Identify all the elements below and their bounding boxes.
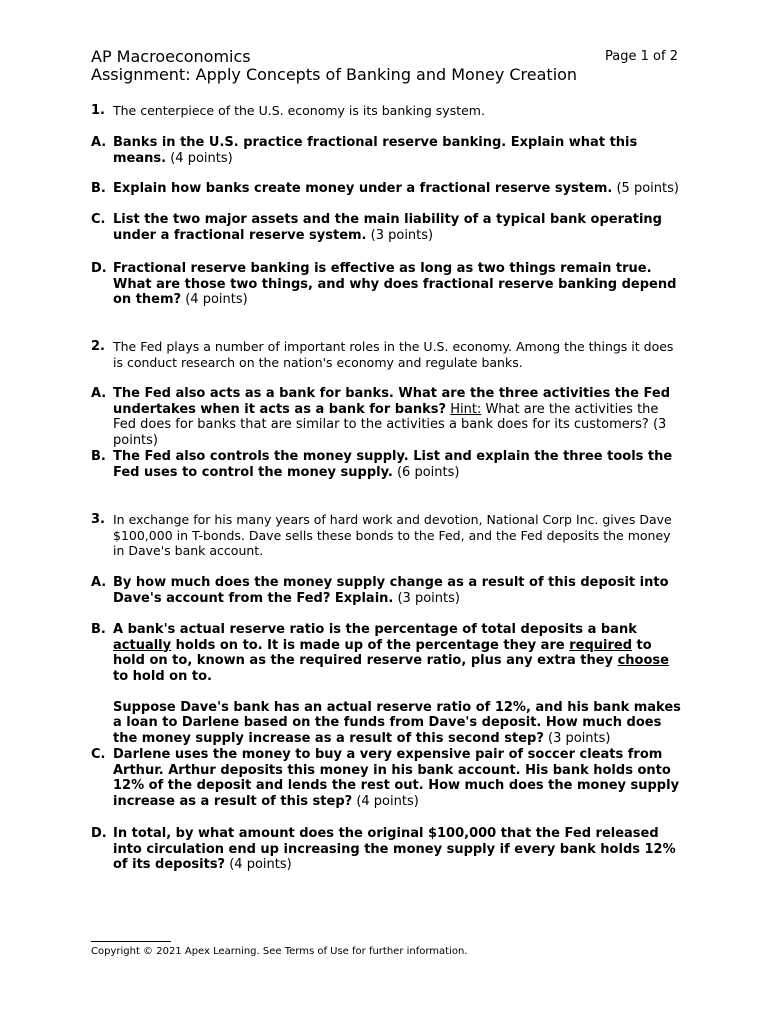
course-title: AP Macroeconomics	[91, 47, 251, 66]
underlined-required: required	[569, 637, 632, 653]
points-label: (4 points)	[356, 793, 419, 809]
underlined-actually: actually	[113, 637, 172, 653]
question-1-intro	[91, 103, 681, 119]
points-label: (4 points)	[229, 857, 292, 872]
question-text: In exchange for his many years of hard work and devotion, National Corp Inc. gives Dave $100,000 in T-bonds. Dave sells these bonds to the Fed, and the Fed deposits the money in Dave's bank account.	[113, 512, 672, 558]
question-number: 2.	[91, 339, 105, 354]
assignment-title: Assignment: Apply Concepts of Banking and Money Creation	[91, 65, 578, 84]
part-marker: B.	[91, 181, 106, 196]
page-number: Page 1 of 2	[605, 49, 678, 64]
part-marker: A.	[91, 135, 107, 150]
question-1d	[91, 261, 681, 308]
hint-text: What are the activities the Fed does for banks that are similar to the activities a bank does for its customers?	[113, 401, 659, 432]
copyright-footer: Copyright © 2021 Apex Learning. See Terms of Use for further information.	[91, 946, 468, 957]
question-3a	[91, 575, 681, 606]
question-number: 1.	[91, 103, 105, 118]
part-text: Banks in the U.S. practice fractional reserve banking. Explain what this means.	[113, 135, 638, 166]
points-label: (3 points)	[370, 227, 434, 243]
part-marker: B.	[91, 449, 106, 464]
points-label: (5 points)	[616, 181, 679, 196]
footer-divider	[91, 941, 171, 942]
question-1b	[91, 181, 681, 197]
question-2-intro	[91, 339, 681, 370]
part-text: In total, by what amount does the original $100,000 that the Fed released into circulation end up increasing the money supply if every bank holds 12% of its deposits?	[113, 826, 676, 872]
question-2a	[91, 386, 681, 448]
question-text: The centerpiece of the U.S. economy is its banking system.	[113, 103, 485, 118]
part-text: The Fed also controls the money supply. List and explain the three tools the Fed uses to control the money supply.	[113, 449, 673, 480]
part-marker: C.	[91, 212, 106, 227]
points-label: (3 points)	[548, 730, 611, 746]
part-marker: A.	[91, 575, 107, 590]
part-text: Suppose Dave's bank has an actual reserve ratio of 12%, and his bank makes a loan to Darlene based on the funds from Dave's deposit. How much does the money supply increase as a result of this second step?	[113, 699, 681, 746]
part-text: Fractional reserve banking is effective as long as two things remain true. What are those two things, and why does fractional reserve banking depend on them?	[113, 261, 677, 307]
part-text: The Fed also acts as a bank for banks. What are the three activities the Fed undertakes when it acts as a bank for banks?	[113, 386, 670, 417]
part-text: Darlene uses the money to buy a very expensive pair of soccer cleats from Arthur. Arthur deposits this money in his bank account. His bank holds onto 12% of the deposit and lends the rest out. How much does the money supply increase as a result of this step?	[113, 747, 680, 809]
part-marker: D.	[91, 261, 107, 276]
question-text: The Fed plays a number of important roles in the U.S. economy. Among the things it does is conduct research on the nation's economy and regulate banks.	[113, 339, 674, 370]
points-label: (4 points)	[170, 150, 233, 166]
part-text: By how much does the money supply change as a result of this deposit into Dave's account from the Fed? Explain.	[113, 575, 669, 606]
part-marker: B.	[91, 622, 106, 637]
points-label: (3 points)	[113, 417, 667, 448]
question-1c	[91, 212, 681, 243]
question-3-intro	[91, 512, 681, 559]
reserve-ratio-definition: A bank's actual reserve ratio is the percentage of total deposits a bank actually holds on to. It is made up of the percentage they are required to hold on to, known as the required reserve ratio, plus any extra they choose to hold on to.	[113, 622, 669, 684]
hint-label: Hint:	[450, 401, 482, 417]
question-3d	[91, 826, 681, 873]
question-number: 3.	[91, 512, 105, 527]
question-3c	[91, 747, 681, 809]
part-text: List the two major assets and the main liability of a typical bank operating under a fractional reserve system.	[113, 212, 662, 243]
part-marker: C.	[91, 747, 106, 762]
question-3b	[91, 622, 681, 746]
part-marker: D.	[91, 826, 107, 841]
points-label: (4 points)	[185, 292, 248, 307]
part-text: Explain how banks create money under a fractional reserve system.	[113, 181, 613, 196]
points-label: (3 points)	[397, 590, 460, 606]
part-marker: A.	[91, 386, 107, 401]
question-1a	[91, 135, 681, 166]
underlined-choose: choose	[617, 653, 669, 668]
question-2b	[91, 449, 681, 480]
points-label: (6 points)	[396, 464, 460, 480]
